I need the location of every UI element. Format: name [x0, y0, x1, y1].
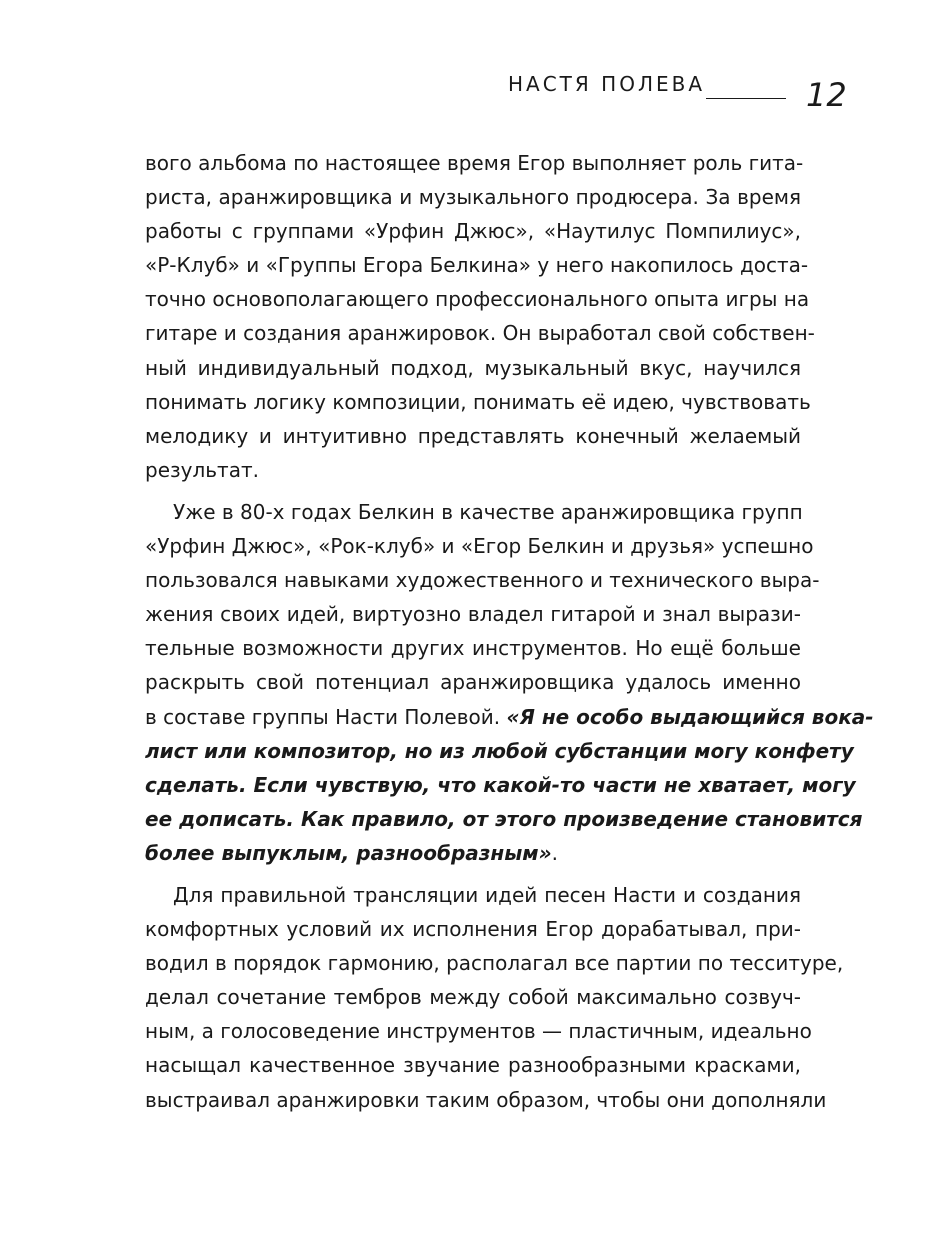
text-line: комфортных условий их исполнения Егор дорабатывал, при- [145, 917, 801, 942]
text-line: ный индивидуальный подход, музыкальный вкус, научился [145, 355, 801, 380]
text-fragment: в составе группы Насти Полевой. [145, 704, 507, 729]
text-line: раскрыть свой потенциал аранжировщика удалось именно [145, 670, 801, 695]
text-line: «Р-Клуб» и «Группы Егора Белкина» у него накопилось доста- [145, 253, 809, 278]
quote-line: ее дописать. Как правило, от этого произведение становится [145, 806, 863, 831]
text-line: работы с группами «Урфин Джюс», «Наутилус Помпилиус», [145, 219, 801, 244]
text-line: насыщал качественное звучание разнообразными красками, [145, 1053, 801, 1078]
quote-line: лист или композитор, но из любой субстанции могу конфету [145, 738, 854, 763]
running-head [0, 62, 946, 122]
quote-line-end [145, 836, 801, 870]
quote-line: сделать. Если чувствую, что какой-то части не хватает, могу [145, 772, 856, 797]
text-line: гитаре и создания аранжировок. Он выработал свой собствен- [145, 321, 815, 346]
text-line: жения своих идей, виртуозно владел гитарой и знал вырази- [145, 602, 801, 627]
running-title: НАСТЯ ПОЛЕВА [508, 72, 706, 96]
paragraph-1 [145, 146, 815, 487]
text-line: точно основополагающего профессионального опыта игры на [145, 287, 810, 312]
running-head-rule [706, 98, 786, 99]
quote-fragment: более выпуклым, разнообразным» [145, 840, 552, 865]
text-line: Уже в 80-х годах Белкин в качестве аранжировщика групп [173, 499, 803, 524]
text-line: тельные возможности других инструментов. Но ещё больше [145, 636, 801, 661]
text-line: водил в порядок гармонию, располагал все партии по тесситуре, [145, 951, 844, 976]
text-line: понимать логику композиции, понимать её идею, чувствовать [145, 389, 811, 414]
text-fragment: . [551, 840, 558, 865]
paragraph-3 [145, 878, 844, 1117]
text-line: пользовался навыками художественного и технического выра- [145, 568, 820, 593]
text-line: Для правильной трансляции идей песен Насти и создания [173, 882, 801, 907]
text-line: выстраивал аранжировки таким образом, чтобы они дополняли [145, 1087, 827, 1112]
paragraph-2 [145, 495, 874, 870]
paragraph-gap [145, 870, 801, 878]
text-line: мелодику и интуитивно представлять конечный желаемый [145, 423, 801, 448]
text-line: делал сочетание тембров между собой максимально созвуч- [145, 985, 801, 1010]
text-line: «Урфин Джюс», «Рок-клуб» и «Егор Белкин и друзья» успешно [145, 534, 814, 559]
text-line: результат. [145, 457, 259, 482]
page-number: 12 [806, 76, 847, 114]
quote-fragment: «Я не особо выдающийся вока- [506, 704, 874, 729]
text-line: ным, а голосоведение инструментов — пластичным, идеально [145, 1019, 812, 1044]
text-line: риста, аранжировщика и музыкального продюсера. За время [145, 185, 801, 210]
paragraph-gap [145, 487, 801, 495]
text-line-mixed [145, 700, 874, 734]
text-line: вого альбома по настоящее время Егор выполняет роль гита- [145, 151, 804, 175]
body-text [145, 146, 874, 1117]
